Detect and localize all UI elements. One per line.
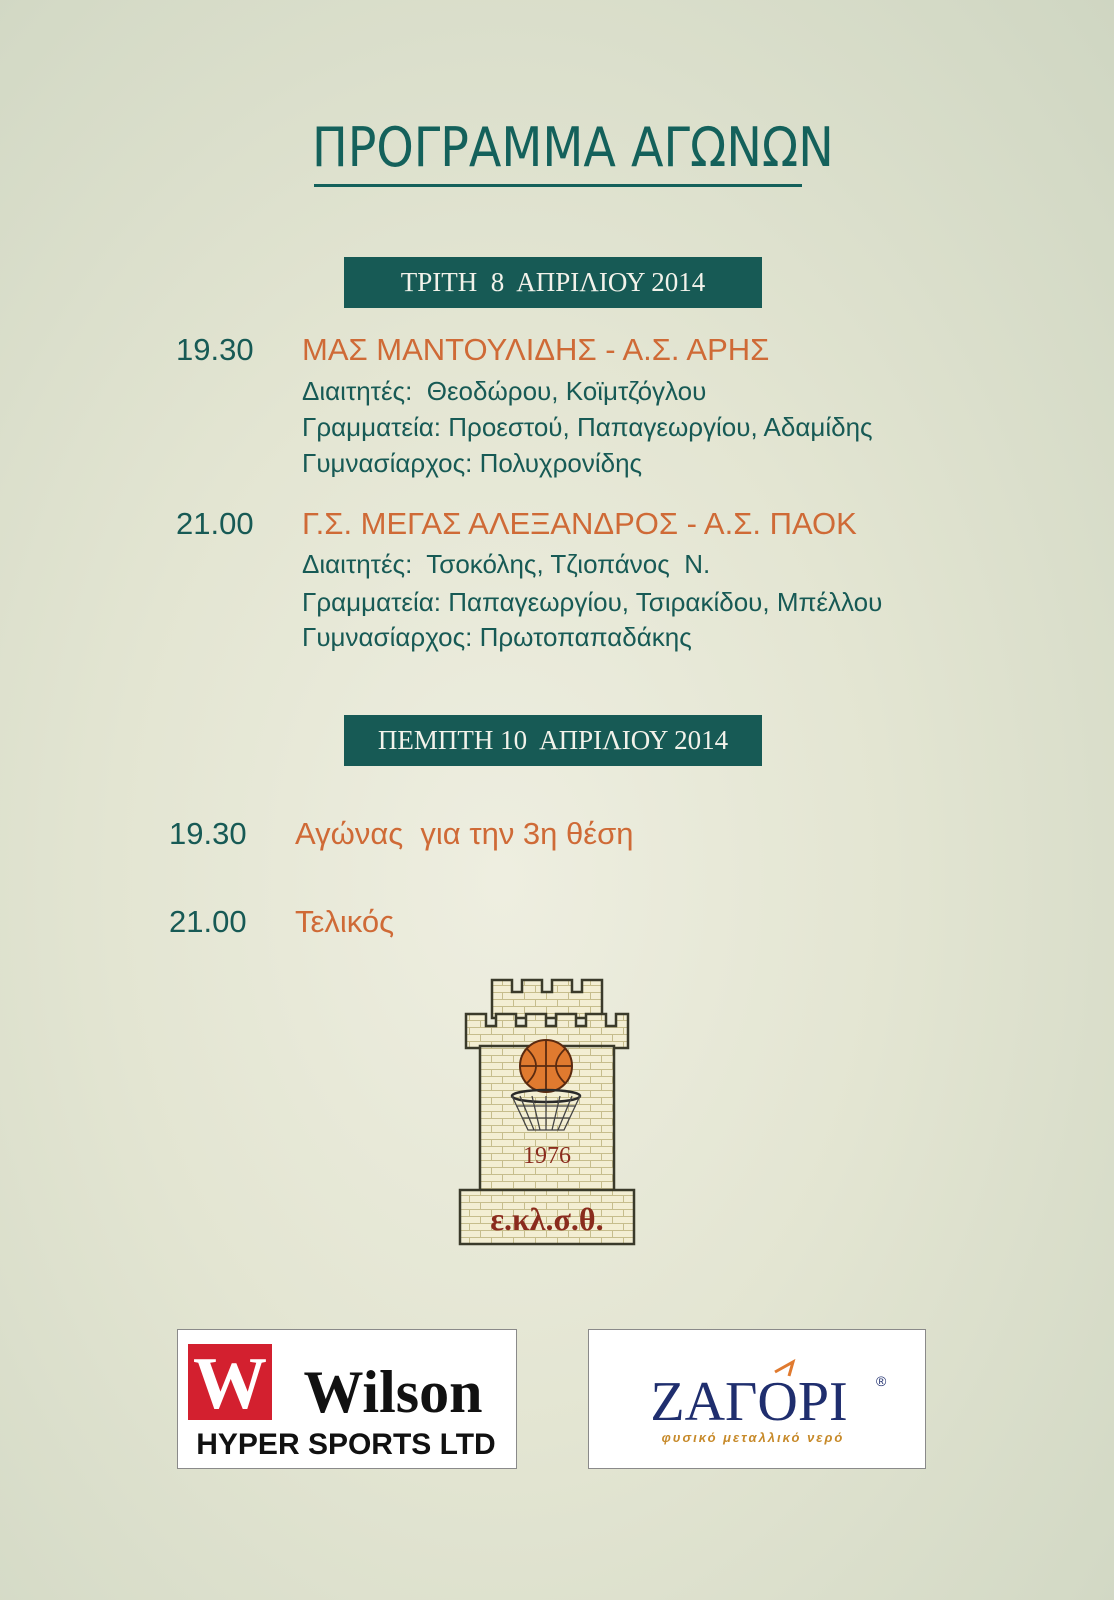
zagori-subtitle: φυσικό μεταλλικό νερό [661, 1430, 845, 1445]
game-time: 19.30 [176, 332, 254, 367]
game-time: 21.00 [169, 904, 247, 939]
logo-year: 1976 [523, 1143, 571, 1169]
club-logo [458, 978, 638, 1248]
title-underline [314, 184, 802, 187]
wilson-brand-name: Wilson [303, 1359, 483, 1425]
game-match: Γ.Σ. ΜΕΓΑΣ ΑΛΕΞΑΝΔΡΟΣ - Α.Σ. ΠΑΟΚ [302, 506, 857, 541]
wilson-subtitle: HYPER SPORTS LTD [196, 1428, 496, 1461]
game-match: ΜΑΣ ΜΑΝΤΟΥΛΙΔΗΣ - Α.Σ. ΑΡΗΣ [302, 332, 770, 367]
game-secretariat: Γραμματεία: Προεστού, Παπαγεωργίου, Αδαμίδης [302, 412, 873, 442]
game-referees: Διαιτητές: Τσοκόλης, Τζιοπάνος Ν. [302, 549, 711, 579]
wilson-logo-icon [178, 1330, 516, 1468]
game-secretariat: Γραμματεία: Παπαγεωργίου, Τσιρακίδου, Μπέλλου [302, 587, 883, 617]
page-title: ΠΡΟΓΡΑΜΜΑ ΑΓΩΝΩΝ [312, 116, 834, 179]
game-time: 19.30 [169, 816, 247, 851]
zagori-logo-icon [589, 1330, 925, 1468]
day-banner-tuesday: ΤΡΙΤΗ 8 ΑΠΡΙΛΙΟΥ 2014 [344, 257, 762, 308]
sponsor-wilson [177, 1329, 517, 1469]
wilson-mark: W [193, 1343, 267, 1425]
day-banner-thursday: ΠΕΜΠΤΗ 10 ΑΠΡΙΛΙΟΥ 2014 [344, 715, 762, 766]
castle-basketball-emblem-icon [458, 978, 638, 1248]
game-time: 21.00 [176, 506, 254, 541]
logo-club-name: ε.κλ.σ.θ. [490, 1201, 604, 1237]
game-gymnasiarch: Γυμνασίαρχος: Πρωτοπαπαδάκης [302, 622, 692, 652]
game-referees: Διαιτητές: Θεοδώρου, Κοϊμτζόγλου [302, 376, 707, 406]
zagori-registered: ® [876, 1373, 887, 1389]
game-match: Αγώνας για την 3η θέση [295, 816, 634, 851]
zagori-brand-name: ΖΑΓΟΡΙ [650, 1371, 848, 1433]
sponsor-zagori [588, 1329, 926, 1469]
game-match: Τελικός [295, 904, 395, 939]
game-gymnasiarch: Γυμνασίαρχος: Πολυχρονίδης [302, 448, 643, 478]
